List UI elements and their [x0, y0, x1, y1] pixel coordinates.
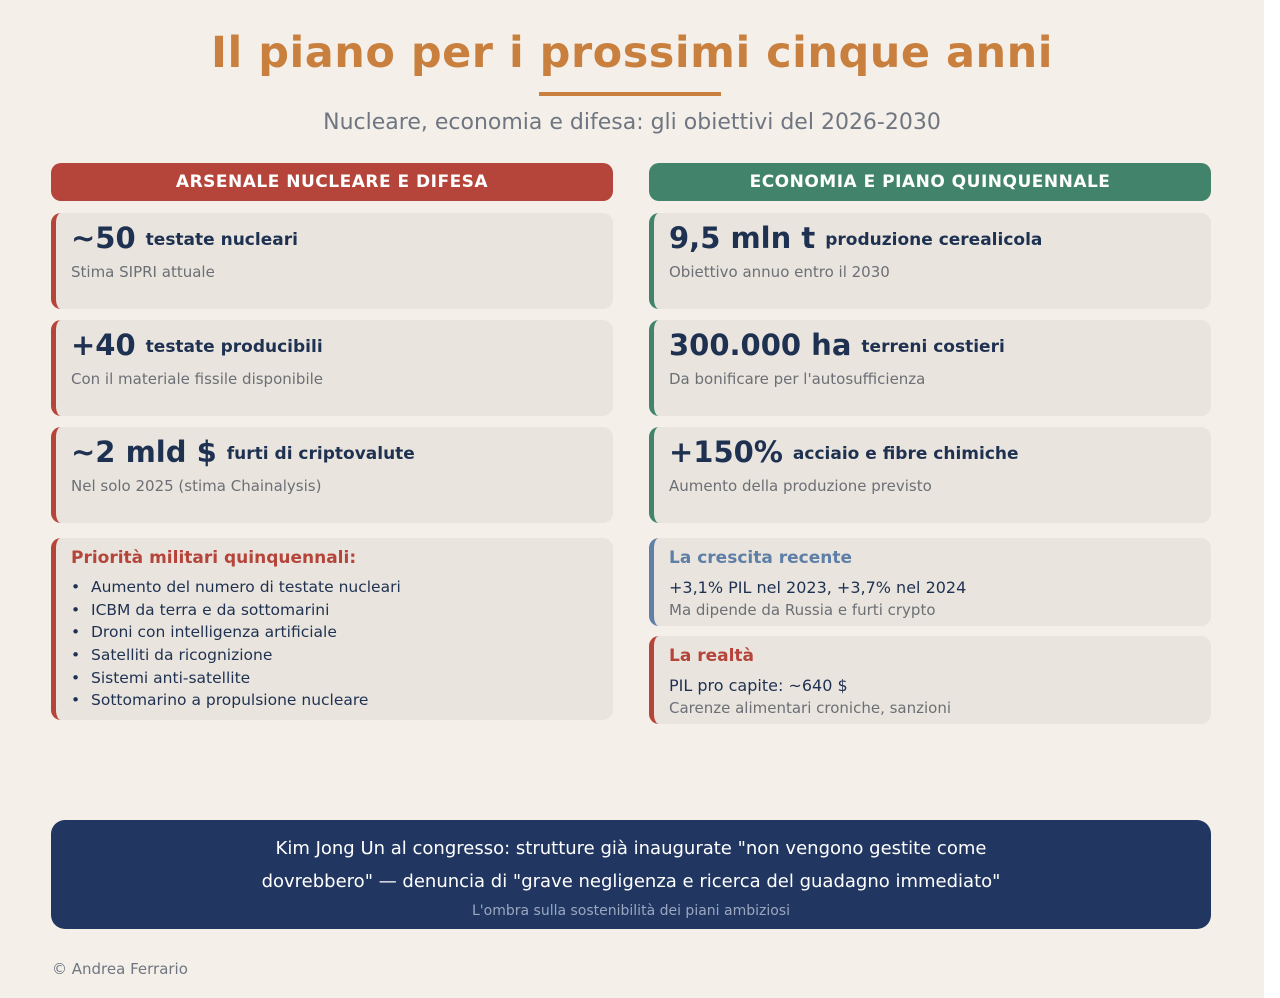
- list-item: • ICBM da terra e da sottomarini: [71, 599, 401, 622]
- bullet-icon: •: [71, 623, 81, 642]
- quote-line-1: Kim Jong Un al congresso: strutture già inaugurate "non vengono gestite come: [275, 838, 987, 859]
- stat-card-cereal-production: [649, 213, 1211, 309]
- stat-note: Obiettivo annuo entro il 2030: [669, 263, 890, 281]
- stat-card-steel-fibers: [649, 427, 1211, 523]
- list-item: • Sistemi anti-satellite: [71, 667, 401, 690]
- reality-box: [649, 636, 1211, 724]
- reality-sub: Carenze alimentari croniche, sanzioni: [669, 699, 952, 717]
- stat-card-warheads: [51, 213, 613, 309]
- stat-label: terreni costieri: [861, 337, 1005, 357]
- quote-line-2: dovrebbero" — denuncia di "grave negligenza e ricerca del guadagno immediato": [261, 871, 1001, 892]
- author-credit: © Andrea Ferrario: [52, 960, 188, 978]
- priorities-list: [71, 576, 401, 712]
- stat-value: 9,5 mln t: [669, 221, 816, 255]
- title-underline: [539, 92, 721, 96]
- stat-card-producible-warheads: [51, 320, 613, 416]
- stat-note: Da bonificare per l'autosufficienza: [669, 370, 926, 388]
- stat-value: ~2 mld $: [71, 435, 217, 469]
- bullet-icon: •: [71, 691, 81, 710]
- priorities-title: Priorità militari quinquennali:: [71, 548, 357, 568]
- growth-sub: Ma dipende da Russia e furti crypto: [669, 601, 936, 619]
- recent-growth-box: [649, 538, 1211, 626]
- reality-main: PIL pro capite: ~640 $: [669, 676, 848, 695]
- list-item: • Satelliti da ricognizione: [71, 644, 401, 667]
- bullet-icon: •: [71, 578, 81, 596]
- stat-note: Nel solo 2025 (stima Chainalysis): [71, 477, 322, 495]
- bullet-icon: •: [71, 600, 81, 619]
- stat-label: acciaio e fibre chimiche: [792, 444, 1019, 464]
- list-item: • Sottomarino a propulsione nucleare: [71, 689, 401, 712]
- stat-value: +150%: [669, 435, 783, 469]
- military-priorities-box: [51, 538, 613, 720]
- stat-note: Stima SIPRI attuale: [71, 263, 215, 281]
- quote-caption: L'ombra sulla sostenibilità dei piani ambiziosi: [472, 903, 790, 919]
- stat-value: ~50: [71, 221, 136, 255]
- stat-card-crypto-thefts: [51, 427, 613, 523]
- quote-banner: [51, 820, 1211, 929]
- list-item: • Aumento del numero di testate nucleari: [71, 576, 401, 599]
- stat-value: +40: [71, 328, 136, 362]
- stat-note: Con il materiale fissile disponibile: [71, 370, 324, 388]
- stat-label: testate nucleari: [145, 230, 298, 250]
- growth-title: La crescita recente: [669, 548, 853, 568]
- page-subtitle: Nucleare, economia e difesa: gli obiettivi del 2026-2030: [323, 110, 941, 135]
- list-item: • Droni con intelligenza artificiale: [71, 621, 401, 644]
- defense-column-header: ARSENALE NUCLEARE E DIFESA: [51, 163, 613, 201]
- economy-column-header: ECONOMIA E PIANO QUINQUENNALE: [649, 163, 1211, 201]
- stat-value: 300.000 ha: [669, 328, 852, 362]
- reality-title: La realtà: [669, 646, 755, 666]
- stat-label: produzione cerealicola: [825, 230, 1043, 250]
- stat-label: furti di criptovalute: [226, 444, 415, 464]
- bullet-icon: •: [71, 668, 81, 687]
- growth-main: +3,1% PIL nel 2023, +3,7% nel 2024: [669, 578, 967, 597]
- bullet-icon: •: [71, 646, 81, 665]
- page-title: Il piano per i prossimi cinque anni: [210, 28, 1054, 78]
- stat-card-coastal-land: [649, 320, 1211, 416]
- stat-note: Aumento della produzione previsto: [669, 477, 932, 495]
- stat-label: testate producibili: [145, 337, 323, 357]
